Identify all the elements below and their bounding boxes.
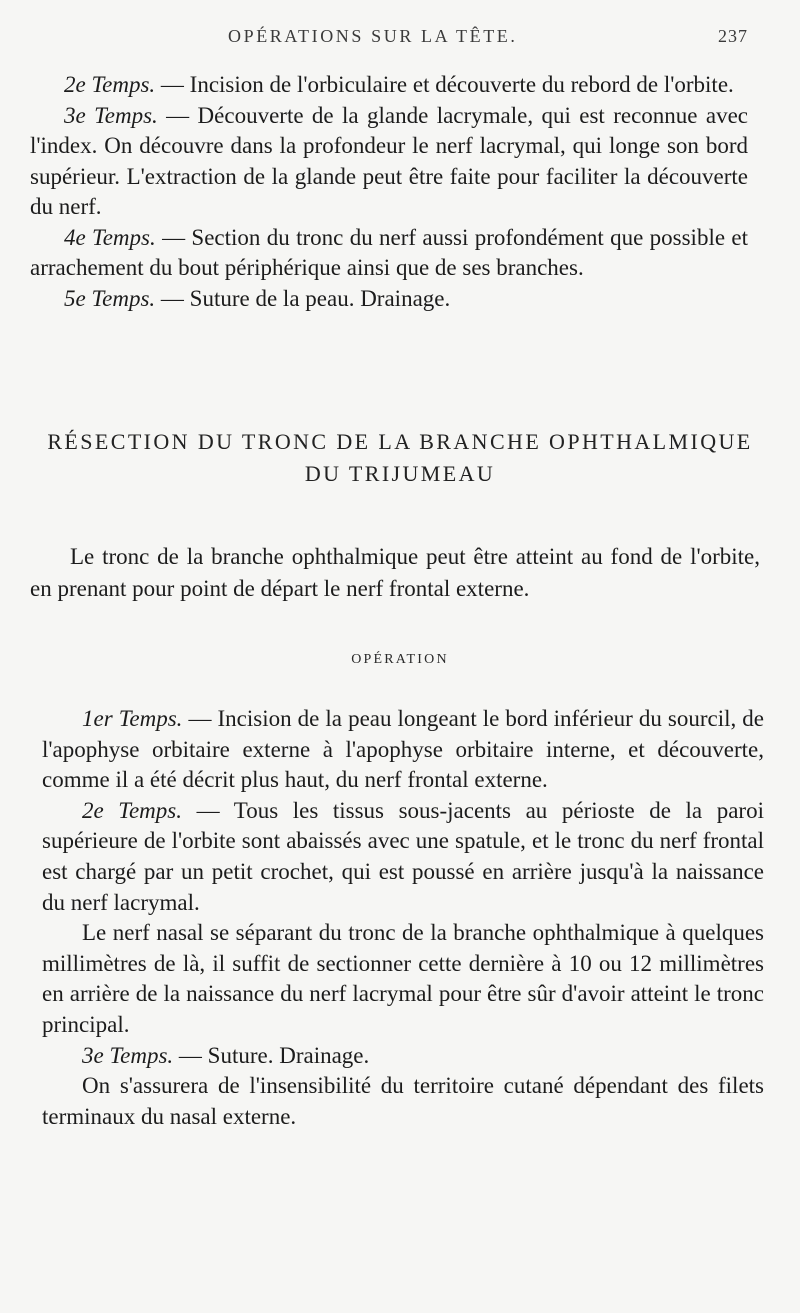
- page-number: 237: [718, 26, 748, 46]
- paragraph-text: — Incision de l'orbiculaire et découverte du rebord de l'orbite.: [155, 72, 734, 97]
- temps-label: 4e Temps.: [64, 224, 156, 250]
- paragraph-nerf-nasal: [42, 918, 764, 1040]
- section-heading-line-1: RÉSECTION DU TRONC DE LA BRANCHE OPHTHALMIQUE: [47, 429, 753, 454]
- paragraph-temps-2: [30, 70, 748, 101]
- paragraph-insensibilite: [42, 1071, 764, 1132]
- paragraph-temps-5: [30, 284, 748, 315]
- paragraph-temps-3: [30, 101, 748, 223]
- temps-label: 3e Temps.: [82, 1042, 174, 1068]
- operation-heading: OPÉRATION: [351, 652, 449, 667]
- temps-label: 3e Temps.: [64, 102, 158, 128]
- temps-label: 1er Temps.: [82, 706, 183, 731]
- paragraph-text: — Section du tronc du nerf aussi profondément que possible et arrachement du bout périphérique ainsi que de ses branches.: [30, 224, 748, 280]
- paragraph-text: — Suture de la peau. Drainage.: [155, 285, 451, 311]
- paragraph-text: — Découverte de la glande lacrymale, qui est reconnue avec l'index. On découvre dans la profondeur le nerf lacrymal, qui longe son bord supérieur. L'extraction de la glande peut être faite pour faciliter la découverte du nerf.: [30, 102, 748, 219]
- paragraph-text: — Suture. Drainage.: [173, 1042, 370, 1068]
- paragraph-temps-1: [42, 704, 764, 796]
- temps-label: 2e Temps.: [64, 72, 156, 97]
- running-title: OPÉRATIONS SUR LA TÊTE.: [228, 26, 518, 46]
- section-heading-line-2: DU TRIJUMEAU: [304, 461, 496, 486]
- paragraph-text: Le nerf nasal se séparant du tronc de la branche ophthalmique à quelques millimètres de là, il suffit de sectionner cette dernière à 10 ou 12 millimètres en arrière de la naissance du nerf lacrymal pour être sûr d'avoir atteint le tronc principal.: [42, 920, 764, 1037]
- paragraph-temps-4: [30, 223, 748, 284]
- temps-label: 5e Temps.: [64, 285, 156, 311]
- paragraph-temps-3b: [42, 1041, 764, 1072]
- intro-paragraph: [30, 541, 760, 605]
- section-heading: [30, 426, 770, 490]
- paragraph-temps-2b: [42, 796, 764, 918]
- second-section: [42, 704, 764, 1132]
- paragraph-text: — Incision de la peau longeant le bord inférieur du sourcil, de l'apophyse orbitaire externe à l'apophyse orbitaire interne, et découverte, comme il a été décrit plus haut, du nerf frontal externe.: [42, 706, 765, 793]
- running-head: [0, 26, 800, 50]
- paragraph-text: — Tous les tissus sous-jacents au périoste de la paroi supérieure de l'orbite sont abaissés avec une spatule, et le tronc du nerf frontal est chargé par un petit crochet, qui est poussé en arrière jusqu'à la naissance du nerf lacrymal.: [42, 797, 764, 915]
- temps-label: 2e Temps.: [82, 797, 182, 823]
- paragraph-text: On s'assurera de l'insensibilité du territoire cutané dépendant des filets terminaux du nasal externe.: [42, 1073, 764, 1129]
- intro-text: Le tronc de la branche ophthalmique peut être atteint au fond de l'orbite, en prenant pour point de départ le nerf frontal externe.: [30, 544, 760, 601]
- first-section: [30, 70, 748, 314]
